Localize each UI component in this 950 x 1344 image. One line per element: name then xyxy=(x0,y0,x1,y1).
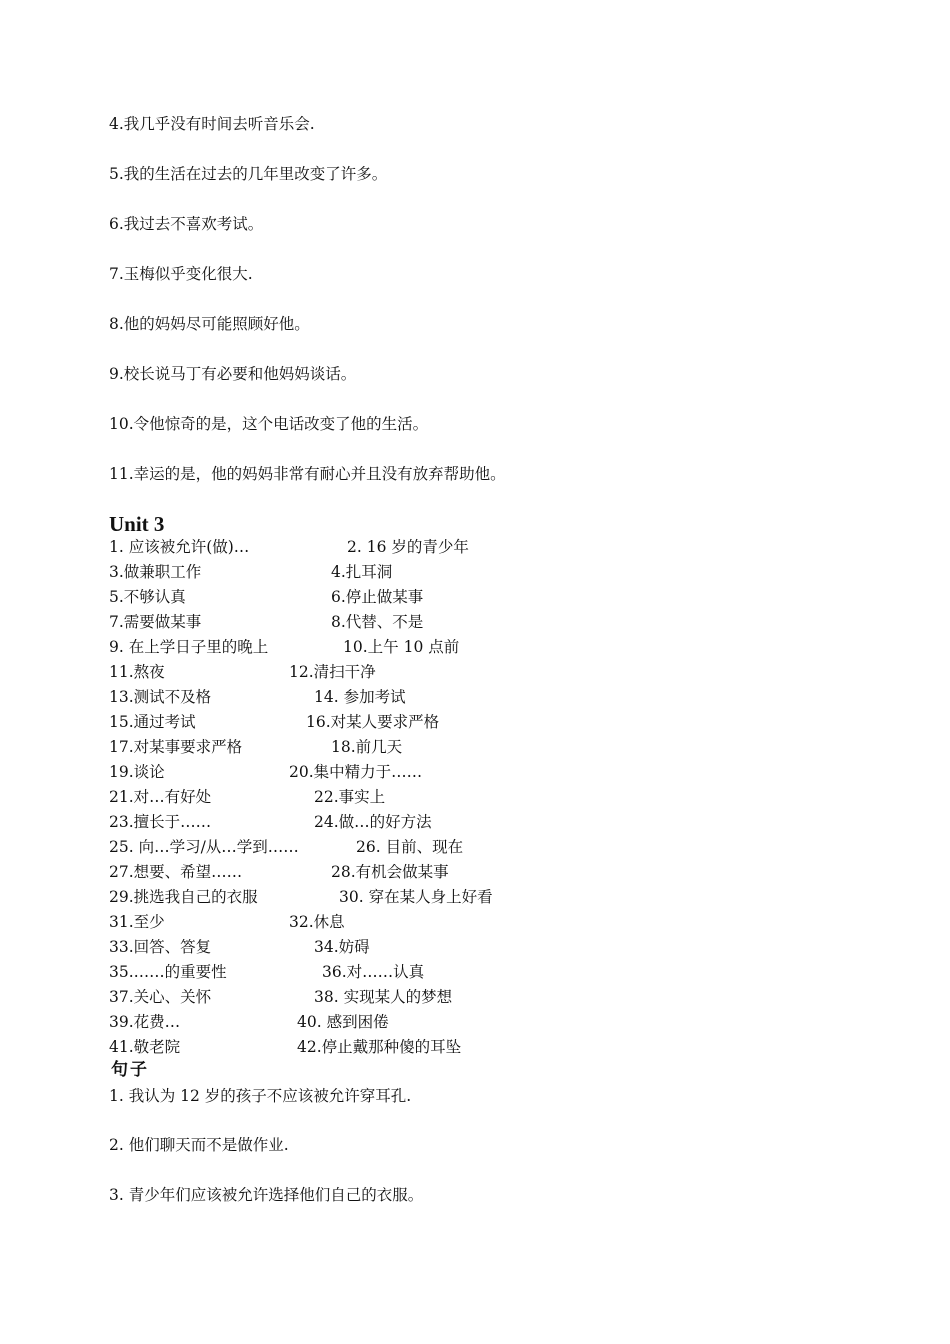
vocab-item: 32.休息 xyxy=(289,913,345,931)
vocab-item: 3.做兼职工作 xyxy=(109,563,202,581)
unit-sentence-2: 2. 他们聊天而不是做作业. xyxy=(109,1136,289,1154)
vocab-item: 15.通过考试 xyxy=(109,713,196,731)
unit-sentence-3: 3. 青少年们应该被允许选择他们自己的衣服。 xyxy=(109,1186,424,1204)
vocab-item: 12.清扫干净 xyxy=(289,663,376,681)
vocab-item: 39.花费… xyxy=(109,1013,181,1031)
vocab-item: 8.代替、不是 xyxy=(331,613,424,631)
sentences-heading: 句子 xyxy=(111,1060,149,1080)
vocab-item: 34.妨碍 xyxy=(314,938,370,956)
vocab-item: 31.至少 xyxy=(109,913,165,931)
vocab-item: 10.上午 10 点前 xyxy=(343,638,460,656)
sentence-11: 11.幸运的是，他的妈妈非常有耐心并且没有放弃帮助他。 xyxy=(109,465,506,483)
vocab-item: 7.需要做某事 xyxy=(109,613,202,631)
vocab-item: 18.前几天 xyxy=(331,738,403,756)
vocab-item: 1. 应该被允许(做)… xyxy=(109,538,250,556)
unit-sentence-1: 1. 我认为 12 岁的孩子不应该被允许穿耳孔. xyxy=(109,1087,412,1105)
vocab-item: 21.对…有好处 xyxy=(109,788,212,806)
vocab-item: 9. 在上学日子里的晚上 xyxy=(109,638,269,656)
vocab-item: 19.谈论 xyxy=(109,763,165,781)
sentence-5: 5.我的生活在过去的几年里改变了许多。 xyxy=(109,165,388,183)
vocab-item: 27.想要、希望…… xyxy=(109,863,243,881)
sentence-4: 4.我几乎没有时间去听音乐会. xyxy=(109,115,315,133)
sentence-6: 6.我过去不喜欢考试。 xyxy=(109,215,264,233)
vocab-item: 36.对……认真 xyxy=(322,963,425,981)
vocab-item: 26. 目前、现在 xyxy=(356,838,464,856)
sentence-9: 9.校长说马丁有必要和他妈妈谈话。 xyxy=(109,365,357,383)
unit-title: Unit 3 xyxy=(109,512,165,536)
vocab-item: 38. 实现某人的梦想 xyxy=(314,988,453,1006)
vocab-item: 41.敬老院 xyxy=(109,1038,181,1056)
vocab-item: 25. 向…学习/从…学到…… xyxy=(109,838,299,856)
vocab-item: 17.对某事要求严格 xyxy=(109,738,243,756)
sentence-10: 10.令他惊奇的是，这个电话改变了他的生活。 xyxy=(109,415,429,433)
vocab-item: 42.停止戴那种傻的耳坠 xyxy=(297,1038,462,1056)
vocab-item: 22.事实上 xyxy=(314,788,386,806)
vocab-item: 2. 16 岁的青少年 xyxy=(347,538,469,556)
vocab-item: 29.挑选我自己的衣服 xyxy=(109,888,258,906)
vocab-item: 33.回答、答复 xyxy=(109,938,212,956)
sentence-7: 7.玉梅似乎变化很大. xyxy=(109,265,253,283)
vocab-item: 4.扎耳洞 xyxy=(331,563,393,581)
vocab-item: 6.停止做某事 xyxy=(331,588,424,606)
vocab-item: 14. 参加考试 xyxy=(314,688,406,706)
vocab-item: 16.对某人要求严格 xyxy=(306,713,440,731)
vocab-item: 40. 感到困倦 xyxy=(297,1013,389,1031)
vocab-item: 24.做…的好方法 xyxy=(314,813,432,831)
vocab-item: 30. 穿在某人身上好看 xyxy=(339,888,493,906)
vocab-item: 28.有机会做某事 xyxy=(331,863,449,881)
vocab-item: 11.熬夜 xyxy=(109,663,165,681)
sentence-8: 8.他的妈妈尽可能照顾好他。 xyxy=(109,315,310,333)
vocab-item: 37.关心、关怀 xyxy=(109,988,212,1006)
vocab-item: 5.不够认真 xyxy=(109,588,186,606)
vocab-item: 20.集中精力于…… xyxy=(289,763,423,781)
vocab-item: 35.……的重要性 xyxy=(109,963,227,981)
vocab-item: 13.测试不及格 xyxy=(109,688,212,706)
vocab-item: 23.擅长于…… xyxy=(109,813,212,831)
